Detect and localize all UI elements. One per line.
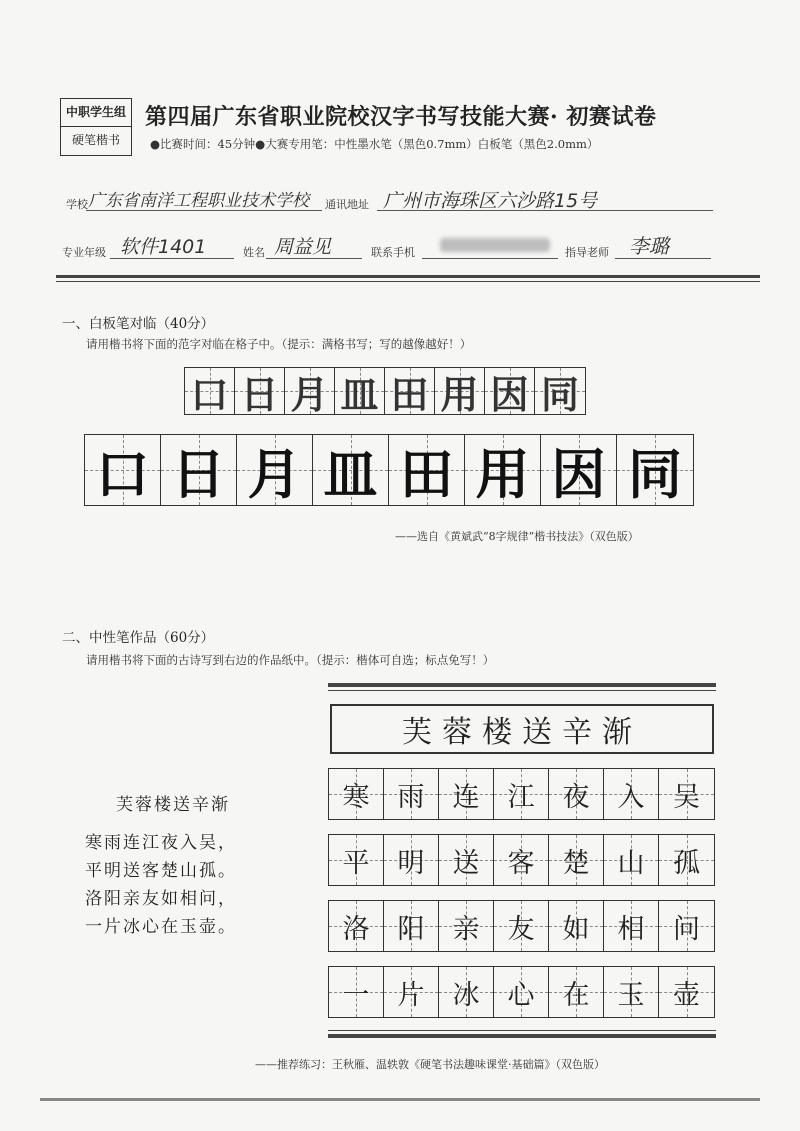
badge-group-label: 中职学生组 (61, 99, 131, 127)
address-label: 通讯地址 (325, 198, 369, 211)
writing-cell[interactable]: 用 (465, 435, 541, 505)
work-paper-bottom-border-thin (328, 1030, 716, 1031)
sample-cell: 同 (535, 368, 585, 414)
work-cell[interactable]: 心 (494, 967, 549, 1017)
teacher-value: 李璐 (629, 234, 669, 258)
work-cell[interactable]: 雨 (384, 769, 439, 819)
work-paper-bottom-border (328, 1034, 716, 1038)
section2-instruction: 请用楷书将下面的古诗写到右边的作品纸中。（提示：楷体可自选；标点免写！） (86, 653, 495, 667)
work-cell[interactable]: 冰 (439, 967, 494, 1017)
work-cell[interactable]: 孤 (659, 835, 714, 885)
badge-category-label: 硬笔楷书 (71, 133, 120, 147)
work-cell[interactable]: 送 (439, 835, 494, 885)
page-bottom-rule (40, 1098, 760, 1101)
exam-rules: ●比赛时间：45分钟●大赛专用笔：中性墨水笔（黑色0.7mm）白板笔（黑色2.0mm） (150, 137, 599, 151)
work-title: 芙蓉楼送辛渐 (402, 715, 642, 750)
name-value: 周益见 (274, 236, 332, 258)
work-cell[interactable]: 连 (439, 769, 494, 819)
section2-credit: ——推荐练习：王秋雁、温轶敦《硬笔书法趣味课堂·基础篇》（双色版） (255, 1058, 605, 1071)
writing-cell[interactable]: 因 (541, 435, 617, 505)
poem-line: 寒雨连江夜入吴， (85, 833, 237, 853)
work-cell[interactable]: 客 (494, 835, 549, 885)
poem-line: 平明送客楚山孤。 (85, 861, 237, 881)
phone-label: 联系手机 (371, 246, 415, 259)
work-cell[interactable]: 问 (659, 901, 714, 951)
school-field[interactable] (86, 186, 322, 211)
work-cell[interactable]: 洛 (329, 901, 384, 951)
work-row-4 (328, 966, 715, 1018)
work-title-box[interactable] (330, 704, 714, 754)
work-cell[interactable]: 壶 (659, 967, 714, 1017)
name-field[interactable] (266, 232, 362, 259)
sample-cell: 因 (485, 368, 535, 414)
writing-cell[interactable]: 口 (85, 435, 161, 505)
section1-instruction: 请用楷书将下面的范字对临在格子中。（提示：满格书写；写的越像越好！） (86, 337, 472, 351)
work-cell[interactable]: 一 (329, 967, 384, 1017)
group-badge (60, 98, 132, 156)
work-cell[interactable]: 亲 (439, 901, 494, 951)
poem-line: 洛阳亲友如相问， (85, 889, 237, 909)
header-divider-thin (56, 281, 760, 282)
address-value: 广州市海珠区六沙路15号 (383, 190, 598, 212)
header-divider (56, 275, 760, 278)
work-cell[interactable]: 寒 (329, 769, 384, 819)
address-field[interactable] (377, 186, 713, 211)
section2-title: 二、中性笔作品（60分） (62, 630, 215, 646)
work-cell[interactable]: 相 (604, 901, 659, 951)
teacher-field[interactable] (615, 232, 711, 259)
major-value: 软件1401 (120, 236, 207, 258)
writing-cell[interactable]: 同 (617, 435, 693, 505)
school-value: 广东省南洋工程职业技术学校 (88, 191, 309, 211)
writing-cell[interactable]: 田 (389, 435, 465, 505)
major-label: 专业年级 (62, 246, 106, 259)
work-paper-top-border (328, 683, 716, 687)
work-cell[interactable]: 山 (604, 835, 659, 885)
sample-cell: 用 (435, 368, 485, 414)
writing-grid (84, 434, 694, 506)
work-cell[interactable]: 明 (384, 835, 439, 885)
sample-cell: 田 (385, 368, 435, 414)
work-row-2 (328, 834, 715, 886)
school-label: 学校 (66, 198, 88, 211)
phone-redacted (440, 238, 550, 252)
sample-grid (184, 367, 586, 415)
sample-cell: 皿 (335, 368, 385, 414)
section1-title: 一、白板笔对临（40分） (62, 316, 215, 332)
poem-title: 芙蓉楼送辛渐 (116, 795, 230, 815)
writing-cell[interactable]: 日 (161, 435, 237, 505)
work-cell[interactable]: 如 (549, 901, 604, 951)
sample-cell: 日 (235, 368, 285, 414)
writing-cell[interactable]: 皿 (313, 435, 389, 505)
teacher-label: 指导老师 (565, 246, 609, 259)
work-cell[interactable]: 入 (604, 769, 659, 819)
work-cell[interactable]: 友 (494, 901, 549, 951)
poem-line: 一片冰心在玉壶。 (85, 917, 237, 937)
writing-cell[interactable]: 月 (237, 435, 313, 505)
work-cell[interactable]: 夜 (549, 769, 604, 819)
work-row-1 (328, 768, 715, 820)
work-cell[interactable]: 玉 (604, 967, 659, 1017)
work-row-3 (328, 900, 715, 952)
name-label: 姓名 (243, 246, 265, 259)
exam-title: 第四届广东省职业院校汉字书写技能大赛· 初赛试卷 (145, 104, 657, 130)
section1-credit: ——选自《黄斌武“8字规律”楷书技法》（双色版） (395, 530, 639, 543)
work-cell[interactable]: 楚 (549, 835, 604, 885)
work-cell[interactable]: 片 (384, 967, 439, 1017)
major-field[interactable] (110, 232, 234, 259)
work-cell[interactable]: 江 (494, 769, 549, 819)
work-cell[interactable]: 平 (329, 835, 384, 885)
work-paper-top-border-thin (328, 690, 716, 691)
sample-cell: 口 (185, 368, 235, 414)
sample-cell: 月 (285, 368, 335, 414)
work-cell[interactable]: 阳 (384, 901, 439, 951)
work-cell[interactable]: 在 (549, 967, 604, 1017)
phone-field[interactable] (422, 232, 558, 259)
work-cell[interactable]: 吴 (659, 769, 714, 819)
